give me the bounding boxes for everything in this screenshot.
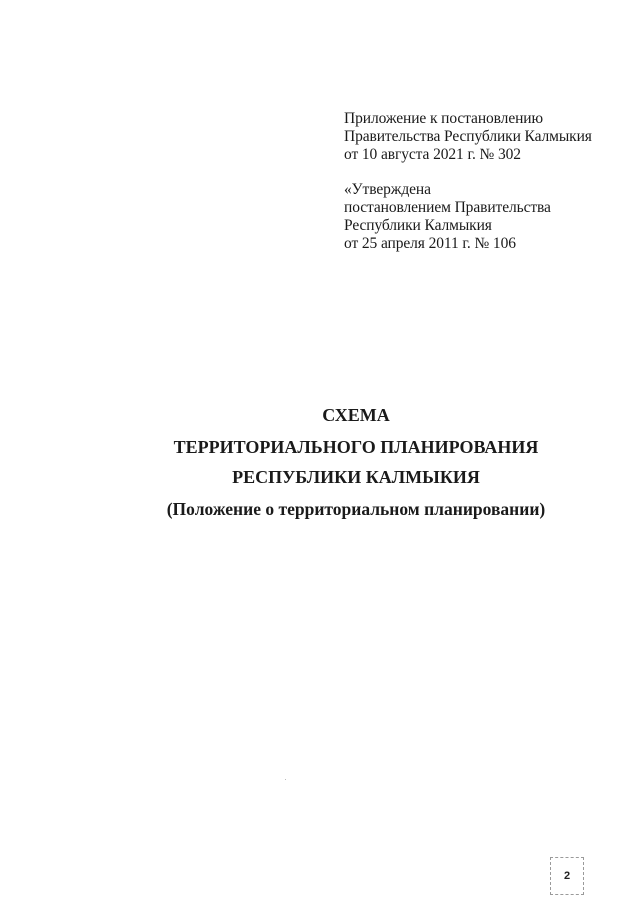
title-line-3: РЕСПУБЛИКИ КАЛМЫКИЯ [232, 467, 480, 487]
approval-line-4: от 25 апреля 2011 г. № 106 [344, 235, 516, 252]
approval-line-3: Республики Калмыкия [344, 217, 492, 234]
appendix-reference [344, 110, 614, 164]
appendix-line-3: от 10 августа 2021 г. № 302 [344, 146, 521, 163]
approval-line-1: «Утверждена [344, 181, 431, 198]
document-title [0, 400, 640, 524]
page-number: 2 [550, 857, 584, 895]
approval-reference [344, 181, 614, 253]
scan-speck [285, 779, 286, 780]
appendix-line-2: Правительства Республики Калмыкия [344, 128, 592, 145]
appendix-line-1: Приложение к постановлению [344, 110, 543, 127]
approval-line-2: постановлением Правительства [344, 199, 551, 216]
title-line-1: СХЕМА [322, 405, 390, 425]
title-line-2: ТЕРРИТОРИАЛЬНОГО ПЛАНИРОВАНИЯ [173, 437, 539, 457]
title-subtitle: (Положение о территориальном планировании) [166, 499, 546, 519]
